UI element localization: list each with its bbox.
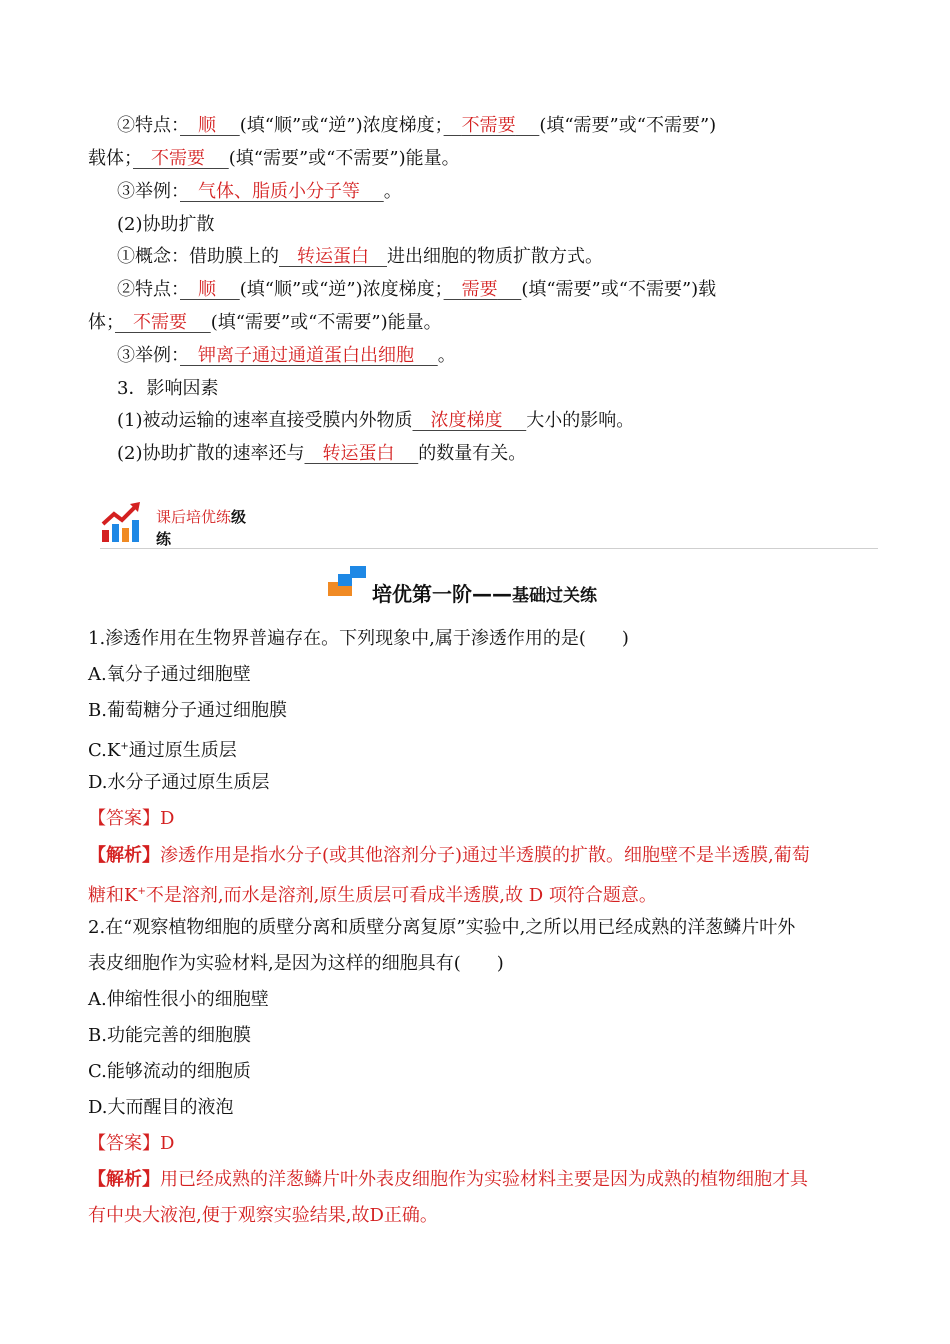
q2-stem-line2: 表皮细胞作为实验材料,是因为这样的细胞具有( ) — [88, 953, 504, 974]
q2-option-d: D.大而醒目的液泡 — [88, 1097, 234, 1118]
facilitated-energy-line: 体； 不需要 (填“需要”或“不需要”)能量。 — [88, 312, 442, 333]
answer-blank: 转运蛋白 — [322, 443, 395, 464]
factors-heading: 3．影响因素 — [117, 378, 219, 399]
q1-option-b: B.葡萄糖分子通过细胞膜 — [88, 700, 287, 721]
steps-icon — [328, 564, 368, 598]
banner-title: 课后培优练级 练 — [156, 508, 247, 548]
q2-analysis-line1: 【解析】用已经成熟的洋葱鳞片叶外表皮细胞作为实验材料主要是因为成熟的植物细胞才具 — [88, 1169, 808, 1190]
q2-stem-line1: 2.在“观察植物细胞的质壁分离和质壁分离复原”实验中,之所以用已经成熟的洋葱鳞片叶外 — [88, 917, 796, 938]
q1-stem: 1.渗透作用在生物界普遍存在。下列现象中,属于渗透作用的是( ) — [88, 628, 629, 649]
q1-analysis-line2: 糖和K+不是溶剂,而水是溶剂,原生质层可看成半透膜,故 D 项符合题意。 — [88, 885, 657, 906]
growth-chart-icon — [100, 500, 144, 544]
free-example-line: ③举例： 气体、脂质小分子等 。 — [117, 181, 402, 202]
facilitated-concept-line: ①概念：借助膜上的 转运蛋白 进出细胞的物质扩散方式。 — [117, 246, 603, 267]
divider — [100, 548, 878, 549]
q2-option-b: B.功能完善的细胞膜 — [88, 1025, 251, 1046]
factors-p2: (2)协助扩散的速率还与 转运蛋白 的数量有关。 — [117, 443, 527, 464]
answer-blank: 钾离子通过通道蛋白出细胞 — [198, 345, 414, 366]
q1-option-a: A.氧分子通过细胞壁 — [88, 664, 251, 685]
q1-option-d: D.水分子通过原生质层 — [88, 772, 270, 793]
facilitated-example-line: ③举例： 钾离子通过通道蛋白出细胞 。 — [117, 345, 456, 366]
q1-analysis-line1: 【解析】渗透作用是指水分子(或其他溶剂分子)通过半透膜的扩散。细胞壁不是半透膜,葡萄 — [88, 845, 810, 866]
q2-analysis-line2: 有中央大液泡,便于观察实验结果,故D正确。 — [88, 1205, 438, 1226]
section-title: 培优第一阶——基础过关练 — [372, 582, 597, 606]
answer-blank: 转运蛋白 — [297, 246, 369, 267]
q2-answer: 【答案】D — [88, 1133, 175, 1154]
answer-blank: 气体、脂质小分子等 — [198, 181, 360, 202]
answer-blank: 不需要 — [151, 148, 205, 169]
q1-answer: 【答案】D — [88, 808, 175, 829]
answer-blank: 顺 — [198, 115, 216, 136]
answer-blank: 顺 — [198, 279, 216, 300]
free-features-line: ②特点： 顺 (填“顺”或“逆”)浓度梯度； 不需要 (填“需要”或“不需要”) — [117, 115, 717, 136]
answer-blank: 浓度梯度 — [430, 410, 503, 431]
q2-option-c: C.能够流动的细胞质 — [88, 1061, 251, 1082]
factors-p1: (1)被动运输的速率直接受膜内外物质 浓度梯度 大小的影响。 — [117, 410, 635, 431]
q1-option-c: C.K+通过原生质层 — [88, 740, 237, 761]
facilitated-heading: (2)协助扩散 — [117, 214, 215, 235]
answer-blank: 不需要 — [461, 115, 516, 136]
free-energy-line: 载体； 不需要 (填“需要”或“不需要”)能量。 — [88, 148, 460, 169]
q2-option-a: A.伸缩性很小的细胞壁 — [88, 989, 269, 1010]
answer-blank: 需要 — [461, 279, 498, 300]
answer-blank: 不需要 — [133, 312, 187, 333]
facilitated-features-line: ②特点： 顺 (填“顺”或“逆”)浓度梯度； 需要 (填“需要”或“不需要”)载 — [117, 279, 717, 300]
